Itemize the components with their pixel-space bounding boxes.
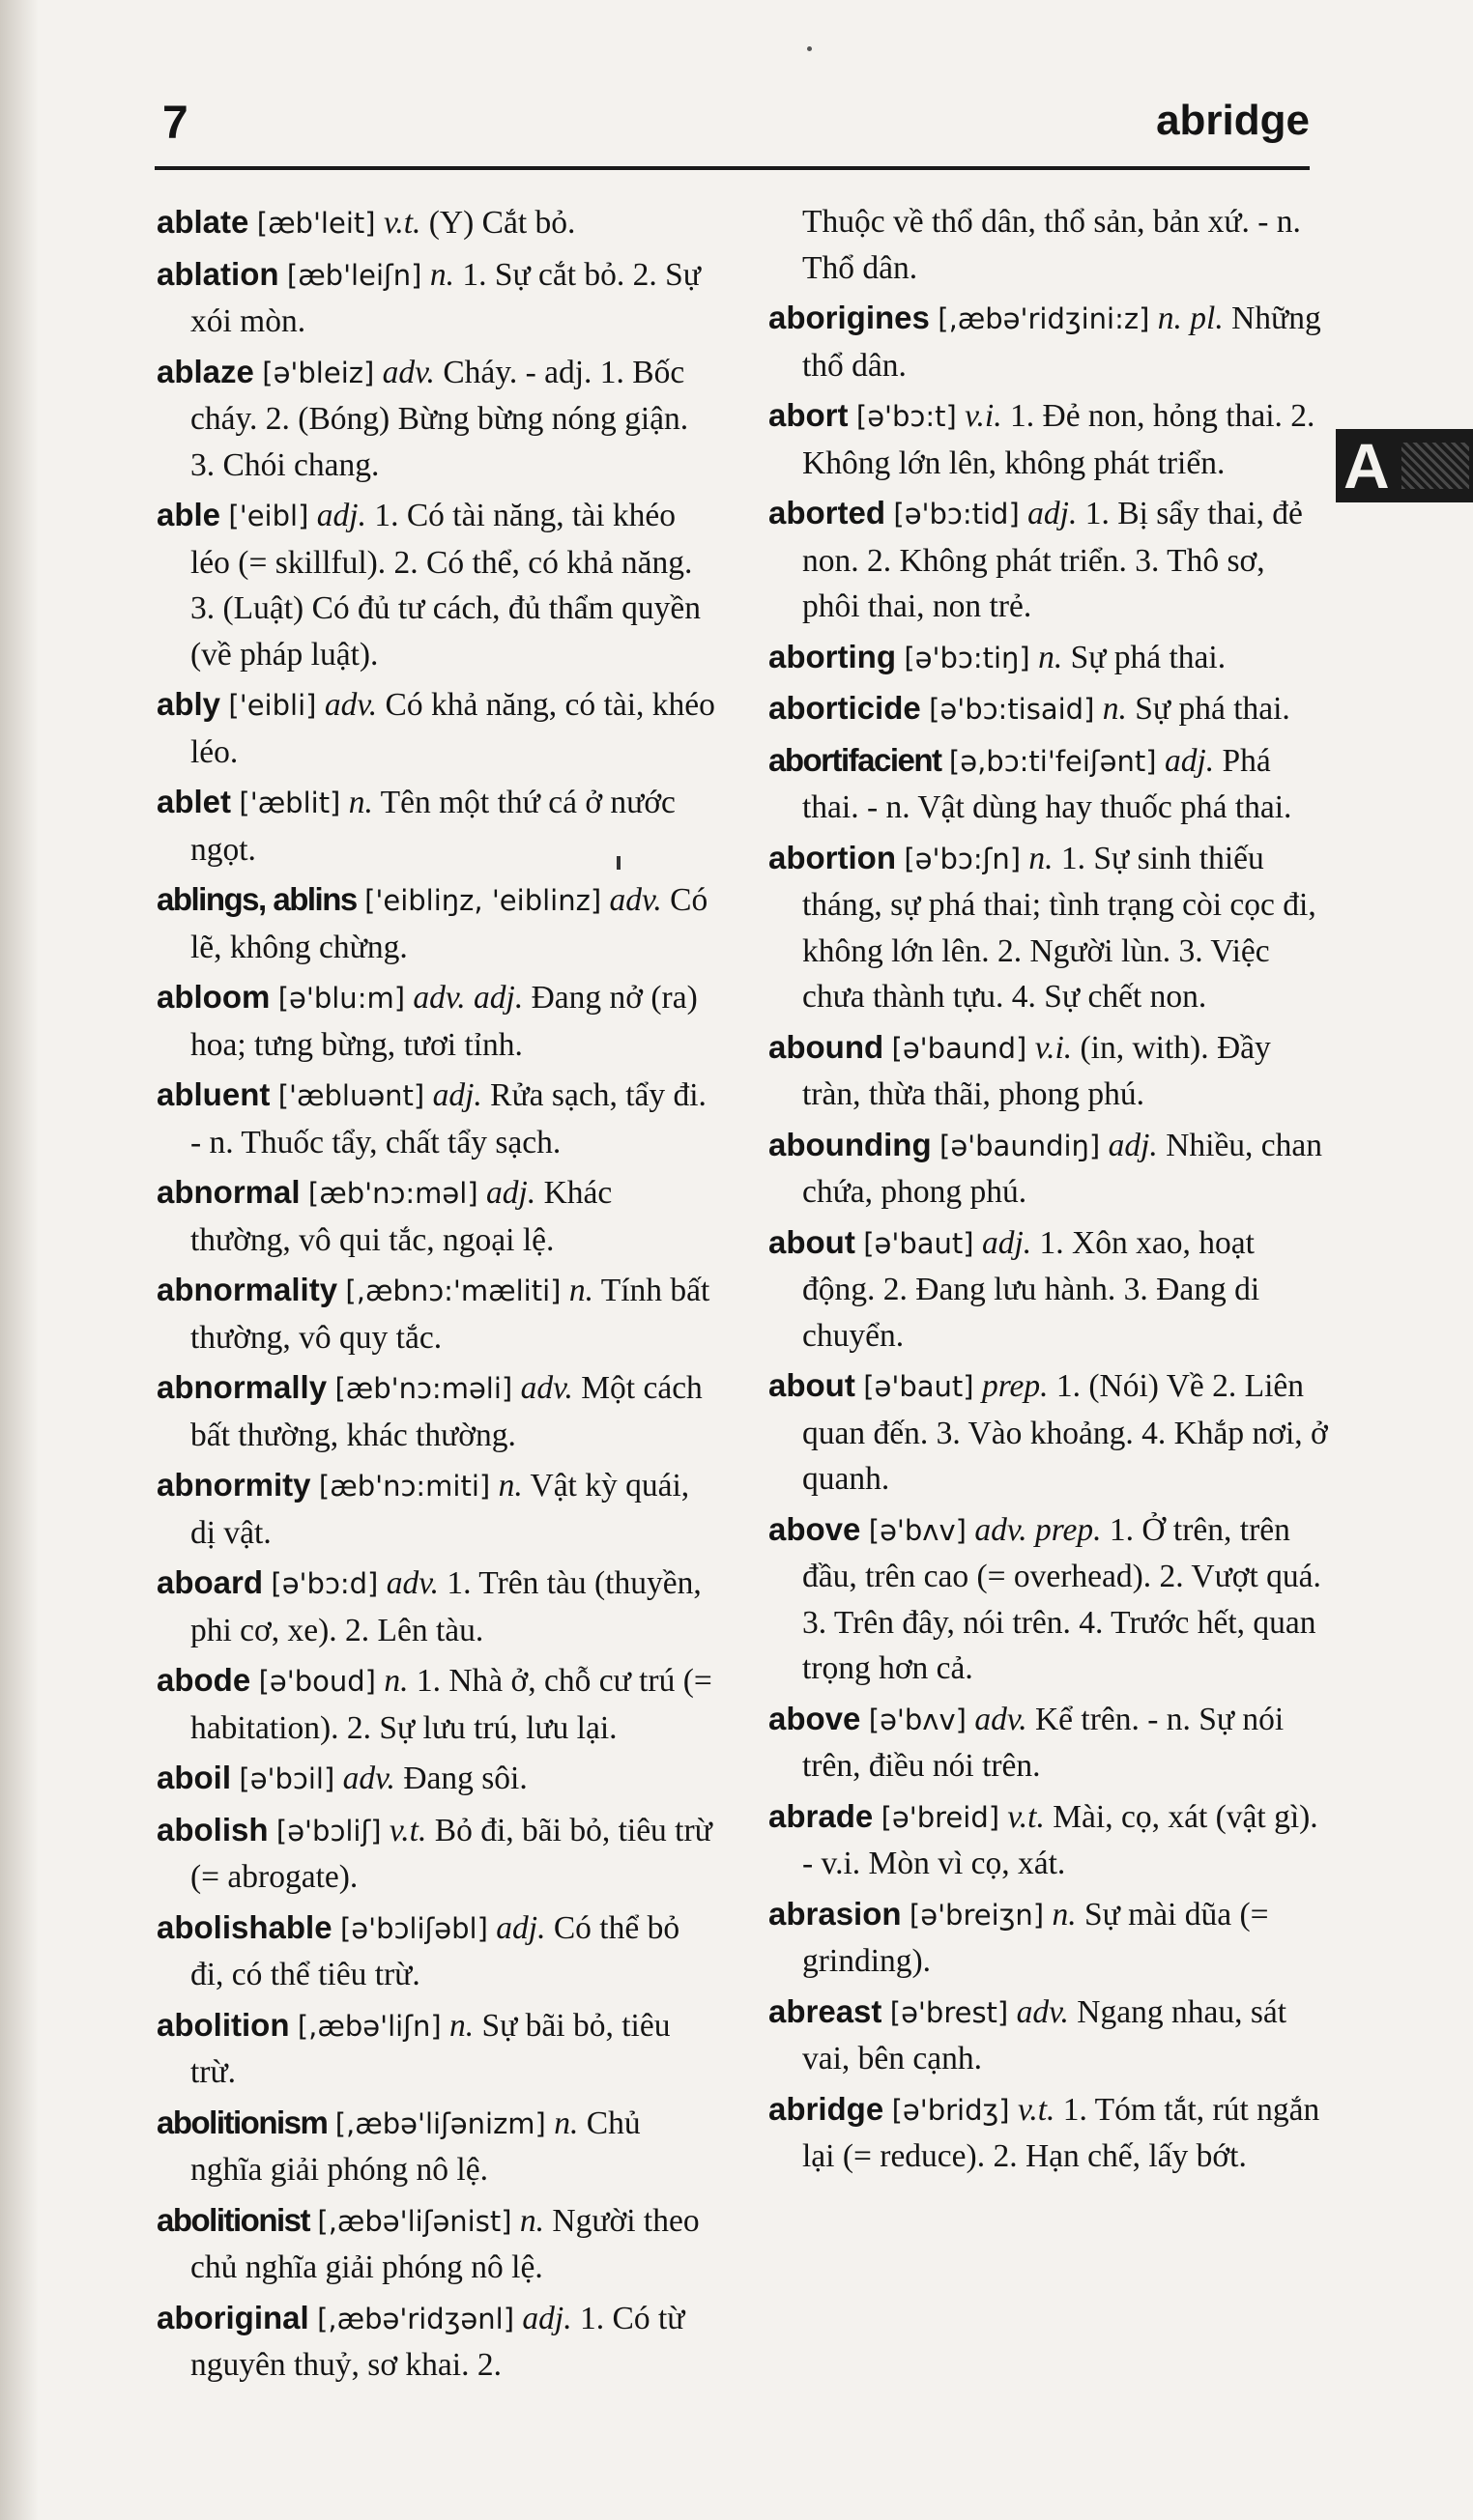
part-of-speech: prep. — [981, 1368, 1049, 1404]
part-of-speech: v.t. — [389, 1812, 427, 1848]
dictionary-entry — [157, 1904, 717, 1998]
headword: abnormal — [157, 1174, 301, 1210]
pronunciation: [ə'bɔ:tisaid] — [929, 693, 1095, 726]
dictionary-entry — [768, 1891, 1329, 1985]
pronunciation: [,æbə'liʃn] — [297, 2009, 442, 2043]
dictionary-entry — [157, 2002, 717, 2096]
definition: 1. Ở trên, trên đầu, trên cao (= overhead). 2. Vượt quá. 3. Trên đây, nói trên. 4. Trước hết, quan trọng hơn cả. — [802, 1511, 1321, 1686]
dictionary-entry — [768, 1122, 1329, 1216]
headword: abrade — [768, 1797, 874, 1834]
definition: Sự mài dũa (= grinding). — [802, 1896, 1269, 1979]
part-of-speech: v.i. — [1034, 1029, 1073, 1066]
pronunciation: [ə'blu:m] — [277, 982, 406, 1015]
headword: abound — [768, 1028, 884, 1065]
thumb-index-letter: A — [1343, 430, 1390, 501]
definition: Thuộc về thổ dân, thổ sản, bản xứ. - n. Thổ dân. — [802, 204, 1301, 286]
dictionary-entry — [768, 1696, 1329, 1790]
headword: abolitionism — [157, 2104, 328, 2140]
pronunciation: [ə'bɔliʃ] — [275, 1814, 382, 1847]
dictionary-entry — [157, 779, 717, 873]
headword: aborting — [768, 638, 896, 674]
pronunciation: [ə'breiʒn] — [909, 1898, 1045, 1932]
definition: Ngang nhau, sát vai, bên cạnh. — [802, 1993, 1287, 2076]
part-of-speech: adv. — [382, 354, 435, 390]
dictionary-entry — [768, 1793, 1329, 1887]
dictionary-entry — [768, 490, 1329, 630]
pronunciation: [æb'nɔ:miti] — [318, 1470, 491, 1503]
part-of-speech: n. — [554, 2105, 579, 2141]
part-of-speech: v.t. — [383, 205, 421, 241]
headword: abolitionist — [157, 2201, 309, 2238]
dictionary-entry — [157, 492, 717, 677]
dictionary-entry — [768, 685, 1329, 733]
headword: aboriginal — [157, 2299, 309, 2335]
pronunciation: [ə'baund] — [891, 1031, 1027, 1065]
definition: Sự phá thai. — [1135, 691, 1290, 727]
headword: about — [768, 1367, 855, 1403]
headword: abort — [768, 397, 849, 433]
definition: 1. Sự sinh thiếu tháng, sự phá thai; tình trạng còi cọc đi, không lớn lên. 2. Người lùn. 3. Việc chưa thành tựu. 4. Sự chết non. — [802, 840, 1316, 1015]
page-edge-shadow — [0, 0, 39, 2520]
page-header — [155, 97, 1310, 155]
pronunciation: [ə'bɔ:d] — [271, 1567, 379, 1600]
definition: Những thổ dân. — [802, 301, 1321, 384]
headword: abortion — [768, 839, 896, 875]
part-of-speech: n. — [1102, 691, 1127, 727]
headword: ablation — [157, 255, 279, 292]
definition: Đang sôi. — [403, 1761, 528, 1796]
headword: ablet — [157, 784, 232, 819]
dictionary-entry — [157, 876, 717, 970]
dictionary-entry — [768, 1362, 1329, 1503]
header-rule — [155, 166, 1310, 170]
pronunciation: [ə'breid] — [881, 1800, 1000, 1834]
dictionary-entry — [157, 1462, 717, 1556]
definition: Bỏ đi, bãi bỏ, tiêu trừ (= abrogate). — [190, 1812, 712, 1895]
dictionary-entry — [157, 1267, 717, 1360]
dictionary-entry — [157, 199, 717, 247]
dictionary-entry — [768, 1219, 1329, 1360]
headword: abolition — [157, 2006, 290, 2043]
dictionary-entry — [768, 199, 1329, 291]
pronunciation: [,æbnɔ:'mæliti] — [345, 1274, 562, 1307]
definition: Đang nở (ra) hoa; tưng bừng, tươi tỉnh. — [190, 980, 698, 1063]
dictionary-entry — [157, 1807, 717, 1901]
definition: 1. Nhà ở, chỗ cư trú (= habitation). 2. Sự lưu trú, lưu lại. — [190, 1663, 712, 1746]
headword: abolish — [157, 1811, 269, 1847]
dictionary-entry — [157, 1755, 717, 1803]
dictionary-entry — [157, 1657, 717, 1751]
pronunciation: [æb'nɔ:məl] — [307, 1177, 478, 1210]
headword: ablaze — [157, 353, 254, 389]
part-of-speech: adj. — [522, 2300, 572, 2336]
part-of-speech: adv. — [520, 1370, 573, 1406]
part-of-speech: v.t. — [1017, 2091, 1055, 2128]
definition: 1. Trên tàu (thuyền, phi cơ, xe). 2. Lên tàu. — [190, 1565, 702, 1648]
definition: Có lẽ, không chừng. — [190, 882, 708, 965]
part-of-speech: adj. — [432, 1077, 482, 1113]
part-of-speech: n. — [1052, 1896, 1077, 1933]
definition: Có khả năng, có tài, khéo léo. — [190, 687, 715, 770]
dictionary-entry — [768, 392, 1329, 486]
definition: (Y) Cắt bỏ. — [428, 205, 576, 241]
headword: ably — [157, 686, 221, 722]
definition: 1. (Nói) Về 2. Liên quan đến. 3. Vào khoảng. 4. Khắp nơi, ở quanh. — [802, 1368, 1328, 1497]
part-of-speech: n. — [1038, 639, 1063, 675]
print-speck — [807, 46, 812, 51]
headword: ablings, ablins — [157, 881, 357, 917]
pronunciation: [ə'baut] — [863, 1370, 974, 1403]
dictionary-entry — [157, 1072, 717, 1165]
pronunciation: [,æbə'liʃənist] — [317, 2204, 512, 2238]
part-of-speech: n. — [384, 1663, 409, 1699]
definition: Mài, cọ, xát (vật gì). - v.i. Mòn vì cọ, xát. — [802, 1798, 1318, 1881]
pronunciation: [ə'brest] — [889, 1995, 1009, 2029]
pronunciation: ['eibli] — [228, 689, 317, 722]
definition: Kể trên. - n. Sự nói trên, điều nói trên. — [802, 1701, 1285, 1784]
part-of-speech: n. — [1028, 840, 1054, 876]
dictionary-entry — [157, 1560, 717, 1653]
definition: Chủ nghĩa giải phóng nô lệ. — [190, 2105, 641, 2188]
dictionary-entry — [157, 349, 717, 489]
headword: abnormality — [157, 1272, 338, 1307]
pronunciation: [æb'leit] — [256, 207, 376, 240]
definition: 1. Đẻ non, hỏng thai. 2. Không lớn lên, không phát triển. — [802, 398, 1315, 481]
definition: (in, with). Đầy tràn, thừa thãi, phong phú. — [802, 1029, 1271, 1112]
headword: above — [768, 1510, 861, 1547]
definition: Tính bất thường, vô quy tắc. — [190, 1273, 710, 1356]
part-of-speech: n. — [498, 1468, 523, 1503]
pronunciation: [ə'bɔ:t] — [855, 400, 957, 433]
headword: abluent — [157, 1076, 271, 1112]
definition: Khác thường, vô qui tắc, ngoại lệ. — [190, 1175, 613, 1258]
pronunciation: [ə'baundiŋ] — [939, 1129, 1101, 1162]
part-of-speech: adj. — [1027, 496, 1078, 531]
pronunciation: ['æbluənt] — [277, 1079, 425, 1112]
part-of-speech: v.i. — [965, 398, 1002, 434]
dictionary-entry — [768, 737, 1329, 831]
pronunciation: [ə'bleiz] — [262, 356, 375, 389]
pronunciation: [æb'nɔ:məli] — [334, 1372, 513, 1405]
definition: 1. Tóm tắt, rút ngắn lại (= reduce). 2. Hạn chế, lấy bớt. — [802, 2091, 1320, 2174]
pronunciation: [ə'baut] — [863, 1226, 974, 1260]
pronunciation: [ə'bɔ:tiŋ] — [904, 641, 1030, 674]
part-of-speech: n. — [568, 1273, 593, 1308]
definition: 1. Bị sẩy thai, đẻ non. 2. Không phát triển. 3. Thô sơ, phôi thai, non trẻ. — [802, 496, 1303, 624]
headword: aborted — [768, 495, 886, 530]
headword: abolishable — [157, 1908, 332, 1945]
dictionary-entry — [157, 2295, 717, 2389]
dictionary-entry — [157, 1364, 717, 1458]
headword: aboil — [157, 1760, 232, 1795]
definition: Một cách bất thường, khác thường. — [190, 1370, 703, 1453]
headword: abloom — [157, 979, 271, 1015]
pronunciation: [ə'bʌv] — [868, 1513, 967, 1547]
part-of-speech: adj. — [1108, 1127, 1158, 1163]
dictionary-entry — [157, 1169, 717, 1263]
part-of-speech: adv. — [324, 687, 378, 723]
pronunciation: [ə'bɔ:tid] — [893, 498, 1020, 530]
part-of-speech: n. — [519, 2202, 545, 2239]
part-of-speech: adv. — [609, 882, 662, 918]
page-number: 7 — [162, 98, 188, 149]
part-of-speech: adj. — [316, 498, 366, 533]
dictionary-entry — [768, 1989, 1329, 2082]
dictionary-entry — [768, 634, 1329, 682]
dictionary-entry — [157, 681, 717, 775]
part-of-speech: adv. prep. — [974, 1511, 1102, 1548]
guide-word: abridge — [1156, 97, 1310, 144]
dictionary-entry — [768, 1506, 1329, 1692]
definition: 1. Có tài năng, tài khéo léo (= skillful). 2. Có thể, có khả năng. 3. (Luật) Có đủ tư cách, đủ thẩm quyền (về pháp luật). — [190, 498, 701, 673]
part-of-speech: adv. — [386, 1565, 440, 1601]
pronunciation: [ə'bridʒ] — [891, 2093, 1010, 2127]
part-of-speech: n. — [348, 785, 373, 820]
pronunciation: ['eibl] — [228, 500, 309, 532]
thumb-index-pattern — [1401, 443, 1469, 489]
headword: above — [768, 1700, 861, 1736]
headword: abode — [157, 1662, 251, 1698]
part-of-speech: n. — [429, 256, 454, 293]
part-of-speech: adv. — [974, 1701, 1027, 1737]
part-of-speech: adv. — [342, 1761, 395, 1796]
headword: able — [157, 497, 221, 532]
right-column — [768, 199, 1329, 2184]
pronunciation: [,æbə'ridʒənl] — [317, 2302, 515, 2335]
dictionary-entry — [157, 2100, 717, 2193]
dictionary-entry — [768, 1024, 1329, 1118]
definition: Nhiều, chan chứa, phong phú. — [802, 1127, 1323, 1210]
definition: Sự phá thai. — [1070, 639, 1227, 675]
pronunciation: [ə'bɔ:ʃn] — [904, 842, 1022, 875]
pronunciation: ['æblit] — [239, 787, 341, 819]
headword: about — [768, 1223, 855, 1260]
definition: Sự bãi bỏ, tiêu trừ. — [190, 2007, 671, 2090]
thumb-index-tab — [1336, 429, 1473, 502]
headword: ablate — [157, 204, 249, 240]
dictionary-entry — [157, 2197, 717, 2291]
definition: Cháy. - adj. 1. Bốc cháy. 2. (Bóng) Bừng bừng nóng giận. 3. Chói chang. — [190, 354, 689, 483]
dictionary-entry — [157, 251, 717, 345]
dictionary-entry — [768, 835, 1329, 1020]
part-of-speech: adj. — [486, 1175, 536, 1211]
part-of-speech: adj. — [1164, 742, 1215, 779]
headword: aborigines — [768, 300, 930, 335]
part-of-speech: adv. adj. — [413, 980, 524, 1016]
definition: 1. Sự cắt bỏ. 2. Sự xói mòn. — [190, 256, 701, 339]
pronunciation: [æb'leiʃn] — [286, 258, 422, 292]
part-of-speech: n. pl. — [1157, 301, 1224, 336]
pronunciation: [ə'bɔil] — [239, 1762, 335, 1795]
headword: abnormally — [157, 1369, 328, 1405]
pronunciation: [,æbə'ridʒini:z] — [938, 302, 1150, 335]
pronunciation: ['eibliŋz, 'eiblinz] — [364, 884, 602, 917]
dictionary-entry — [768, 2086, 1329, 2180]
part-of-speech: adj. — [496, 1909, 546, 1946]
definition: Tên một thứ cá ở nước ngọt. — [190, 785, 676, 868]
definition: Phá thai. - n. Vật dùng hay thuốc phá thai. — [802, 742, 1292, 825]
left-column — [157, 199, 717, 2392]
definition: 1. Xôn xao, hoạt động. 2. Đang lưu hành. 3. Đang di chuyển. — [802, 1224, 1260, 1354]
dictionary-entry — [768, 295, 1329, 388]
headword: abortifacient — [768, 741, 941, 778]
headword: aborticide — [768, 690, 921, 726]
part-of-speech: n. — [449, 2007, 475, 2044]
headword: abounding — [768, 1126, 932, 1162]
pronunciation: [ə'bʌv] — [868, 1703, 967, 1736]
pronunciation: [ə,bɔ:ti'feiʃənt] — [948, 744, 1157, 778]
headword: abridge — [768, 2090, 884, 2127]
headword: abreast — [768, 1992, 882, 2029]
part-of-speech: adj. — [981, 1224, 1032, 1261]
headword: abrasion — [768, 1895, 902, 1932]
dictionary-entry — [157, 974, 717, 1068]
definition: 1. Có từ nguyên thuỷ, sơ khai. 2. — [190, 2300, 685, 2383]
headword: aboard — [157, 1564, 264, 1600]
pronunciation: [ə'boud] — [258, 1665, 376, 1698]
pronunciation: [ə'bɔliʃəbl] — [339, 1911, 488, 1945]
pronunciation: [,æbə'liʃənizm] — [334, 2106, 546, 2140]
definition: Rửa sạch, tẩy đi. - n. Thuốc tẩy, chất tẩy sạch. — [190, 1077, 707, 1160]
definition: Có thể bỏ đi, có thể tiêu trừ. — [190, 1909, 680, 1992]
part-of-speech: v.t. — [1007, 1798, 1045, 1835]
headword: abnormity — [157, 1467, 311, 1503]
part-of-speech: adv. — [1016, 1993, 1069, 2030]
definition: Vật kỳ quái, dị vật. — [190, 1468, 690, 1551]
definition: Người theo chủ nghĩa giải phóng nô lệ. — [190, 2202, 700, 2285]
